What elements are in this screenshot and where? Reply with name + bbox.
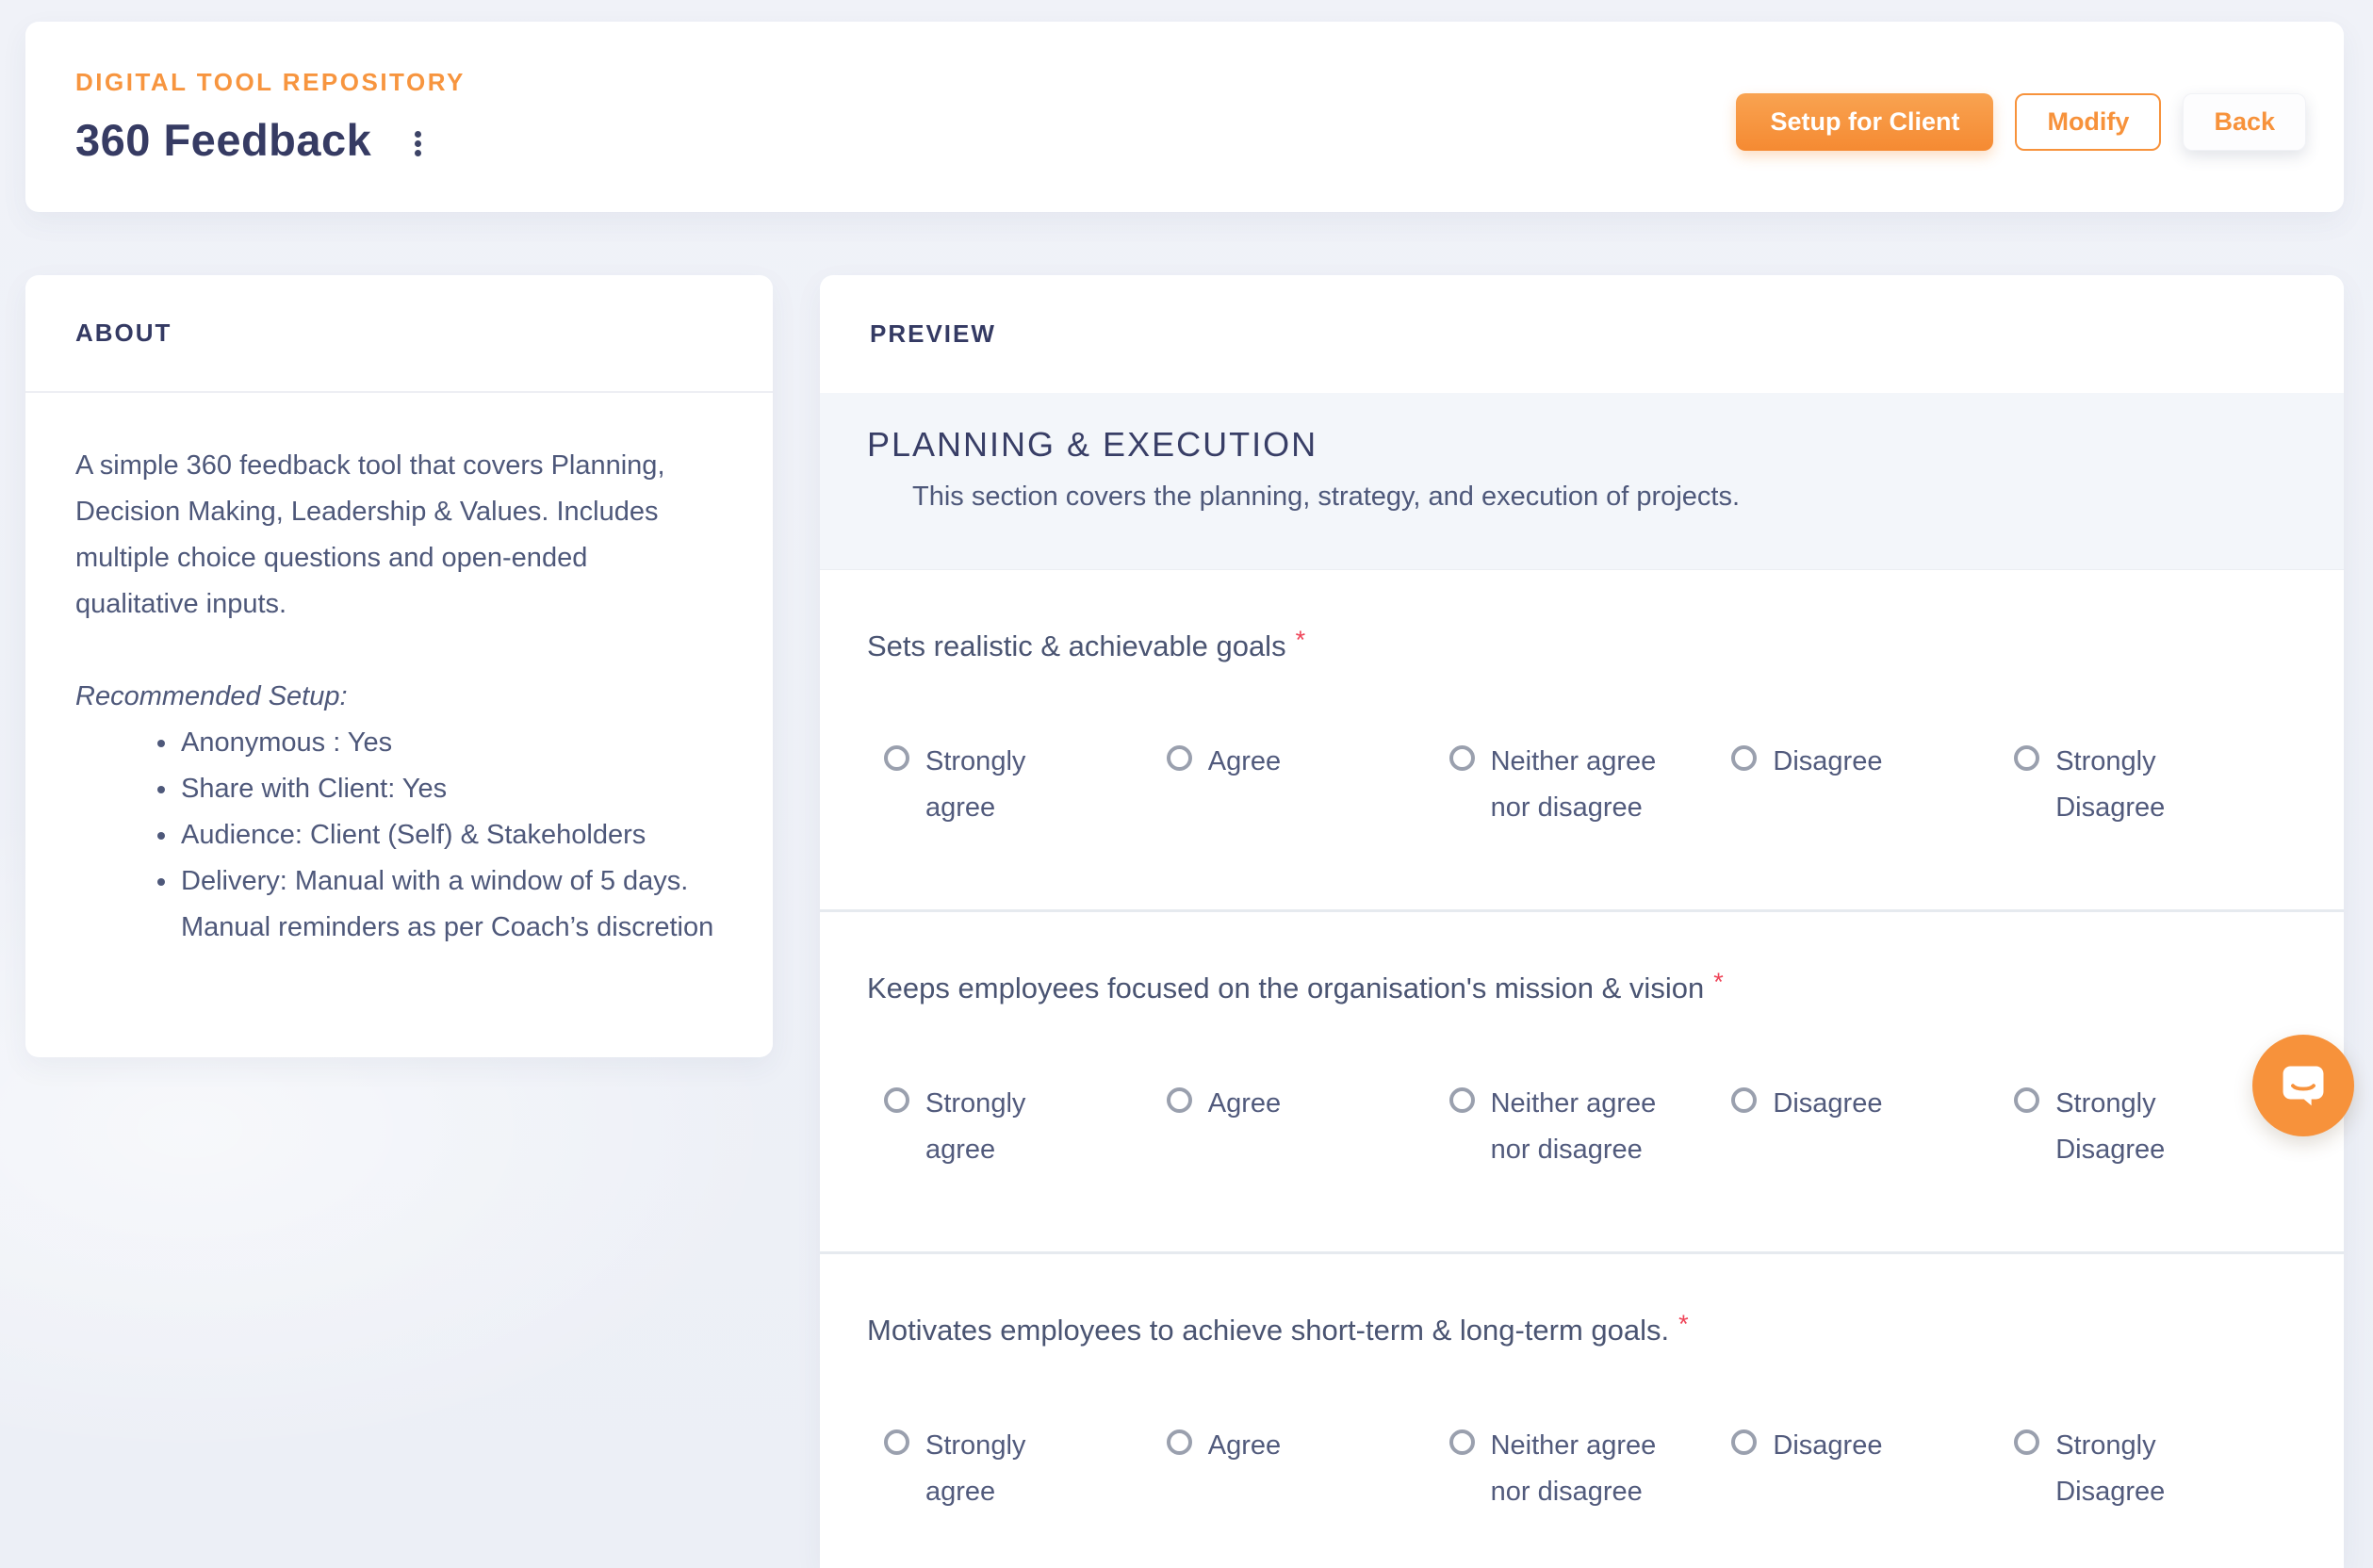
radio-button-icon[interactable] bbox=[1167, 745, 1192, 771]
recommended-setup-heading: Recommended Setup: bbox=[75, 681, 348, 711]
section-banner bbox=[820, 393, 2344, 570]
setup-item: • Anonymous : Yes bbox=[179, 720, 735, 766]
required-asterisk: * bbox=[1678, 1310, 1689, 1338]
radio-button-icon[interactable] bbox=[1449, 745, 1475, 771]
question-title bbox=[867, 969, 2297, 1009]
radio-option-label[interactable]: Disagree bbox=[1773, 746, 1883, 776]
radio-option[interactable] bbox=[1167, 739, 1449, 831]
radio-option[interactable] bbox=[2014, 739, 2297, 831]
header-left bbox=[75, 68, 466, 166]
chat-smile-bubble-icon bbox=[2277, 1059, 2330, 1112]
setup-item: • Share with Client: Yes bbox=[179, 766, 735, 812]
radio-option-label[interactable]: Disagree bbox=[1773, 1430, 1883, 1461]
about-description: A simple 360 feedback tool that covers Planning, Decision Making, Leadership & Values. Includes multiple choice questions and open-ended qualitative inputs. bbox=[75, 450, 665, 619]
radio-option-label[interactable]: Strongly agree bbox=[925, 746, 1026, 823]
radio-button-icon[interactable] bbox=[1449, 1429, 1475, 1455]
question-title bbox=[867, 627, 2297, 667]
setup-item: • Audience: Client (Self) & Stakeholders bbox=[179, 812, 735, 858]
radio-option[interactable] bbox=[1449, 739, 1732, 831]
section-title: PLANNING & EXECUTION bbox=[867, 425, 1318, 464]
radio-option[interactable] bbox=[884, 739, 1167, 831]
question-text: Keeps employees focused on the organisation's mission & vision bbox=[867, 972, 1705, 1004]
radio-option-label[interactable]: Agree bbox=[1207, 1430, 1282, 1461]
question-title bbox=[867, 1311, 2297, 1351]
radio-option-label[interactable]: Neither agree nor disagree bbox=[1490, 1430, 1657, 1507]
radio-button-icon[interactable] bbox=[1167, 1429, 1192, 1455]
header-card bbox=[25, 22, 2344, 212]
setup-for-client-button[interactable]: Setup for Client bbox=[1736, 93, 1993, 151]
kebab-menu-icon[interactable] bbox=[407, 125, 429, 162]
preview-heading: PREVIEW bbox=[870, 319, 996, 348]
radio-button-icon[interactable] bbox=[2014, 1087, 2039, 1113]
recommended-setup-list bbox=[75, 720, 735, 951]
question-block bbox=[820, 570, 2344, 912]
question-text: Motivates employees to achieve short-term & long-term goals. bbox=[867, 1314, 1670, 1347]
radio-button-icon[interactable] bbox=[1449, 1087, 1475, 1113]
radio-option-label[interactable]: Strongly Disagree bbox=[2055, 1430, 2166, 1507]
radio-option[interactable] bbox=[2014, 1423, 2297, 1515]
chat-widget-button[interactable] bbox=[2252, 1035, 2354, 1136]
radio-option-label[interactable]: Neither agree nor disagree bbox=[1490, 746, 1657, 823]
radio-option-label[interactable]: Strongly agree bbox=[925, 1430, 1026, 1507]
radio-option-label[interactable]: Strongly Disagree bbox=[2055, 1088, 2166, 1165]
back-button[interactable]: Back bbox=[2183, 93, 2306, 151]
header-actions bbox=[1736, 93, 2306, 151]
radio-option[interactable] bbox=[1449, 1423, 1732, 1515]
radio-option-label[interactable]: Neither agree nor disagree bbox=[1490, 1088, 1657, 1165]
options-row bbox=[884, 1423, 2297, 1515]
radio-option[interactable] bbox=[884, 1081, 1167, 1173]
radio-option[interactable] bbox=[884, 1423, 1167, 1515]
radio-button-icon[interactable] bbox=[2014, 1429, 2039, 1455]
modify-button[interactable]: Modify bbox=[2015, 93, 2161, 151]
options-row bbox=[884, 739, 2297, 831]
radio-button-icon[interactable] bbox=[1731, 1087, 1757, 1113]
question-block bbox=[820, 1254, 2344, 1568]
radio-button-icon[interactable] bbox=[1731, 745, 1757, 771]
setup-item: • Delivery: Manual with a window of 5 days. Manual reminders as per Coach’s discretion bbox=[179, 858, 735, 951]
radio-button-icon[interactable] bbox=[2014, 745, 2039, 771]
radio-button-icon[interactable] bbox=[884, 1087, 909, 1113]
radio-button-icon[interactable] bbox=[1731, 1429, 1757, 1455]
radio-button-icon[interactable] bbox=[884, 745, 909, 771]
preview-panel bbox=[820, 275, 2344, 1568]
question-list bbox=[820, 570, 2344, 1568]
section-description: This section covers the planning, strategy, and execution of projects. bbox=[912, 482, 1741, 512]
page-title: 360 Feedback bbox=[75, 115, 372, 165]
question-text: Sets realistic & achievable goals bbox=[867, 629, 1286, 662]
radio-button-icon[interactable] bbox=[884, 1429, 909, 1455]
about-panel bbox=[25, 275, 773, 1057]
radio-option-label[interactable]: Agree bbox=[1207, 1088, 1282, 1119]
options-row bbox=[884, 1081, 2297, 1173]
radio-option[interactable] bbox=[1731, 1423, 2014, 1515]
radio-option[interactable] bbox=[1167, 1423, 1449, 1515]
radio-option[interactable] bbox=[1731, 739, 2014, 831]
required-asterisk: * bbox=[1713, 968, 1724, 996]
radio-option[interactable] bbox=[1731, 1081, 2014, 1173]
radio-option[interactable] bbox=[1449, 1081, 1732, 1173]
about-heading: ABOUT bbox=[25, 275, 773, 393]
radio-option-label[interactable]: Strongly agree bbox=[925, 1088, 1026, 1165]
required-asterisk: * bbox=[1295, 626, 1306, 654]
radio-option-label[interactable]: Agree bbox=[1207, 746, 1282, 776]
about-body bbox=[25, 393, 773, 951]
radio-button-icon[interactable] bbox=[1167, 1087, 1192, 1113]
breadcrumb: DIGITAL TOOL REPOSITORY bbox=[75, 68, 466, 96]
radio-option-label[interactable]: Strongly Disagree bbox=[2055, 746, 2166, 823]
radio-option[interactable] bbox=[1167, 1081, 1449, 1173]
question-block bbox=[820, 912, 2344, 1254]
radio-option-label[interactable]: Disagree bbox=[1773, 1088, 1883, 1119]
